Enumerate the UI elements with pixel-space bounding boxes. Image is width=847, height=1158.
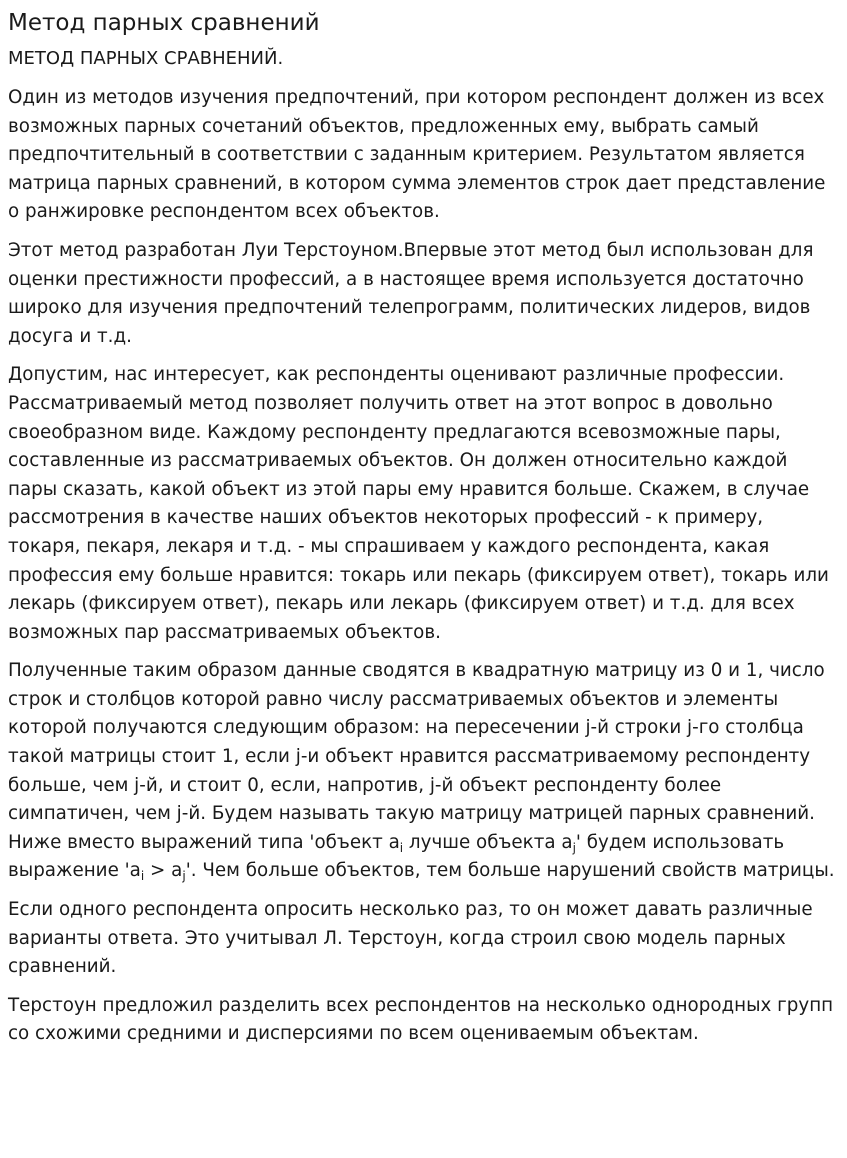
matrix-text-b: лучше объекта a	[403, 831, 573, 853]
paragraph-matrix	[8, 657, 839, 886]
matrix-text-e: '. Чем больше объектов, тем больше нарушений свойств матрицы.	[185, 860, 835, 882]
matrix-text-d: > a	[144, 860, 183, 882]
matrix-text-a: Полученные таким образом данные сводятся в квадратную матрицу из 0 и 1, число строк и столбцов которой равно числу рассматриваемых объектов и элементы которой получаются следующим образом: на пересечении j-й строки j-го столбца такой матрицы стоит 1, если j-и объект нравится рассматриваемому респонденту больше, чем j-й, и стоит 0, если, напротив, j-й объект респонденту более симпатичен, чем j-й. Будем называть такую матрицу матрицей парных сравнений. Ниже вместо выражений типа 'объект a	[8, 660, 825, 853]
page-title: Метод парных сравнений	[8, 10, 320, 36]
paragraph-history: Этот метод разработан Луи Терстоуном.Впервые этот метод был использован для оценки престижности профессий, а в настоящее время используется достаточно широко для изучения предпочтений телепрограмм, политических лидеров, видов досуга и т.д.	[8, 239, 814, 347]
subscript-j: j	[182, 869, 186, 884]
matrix-text-c: ' будем использовать выражение 'a	[8, 831, 785, 882]
paragraph-groups: Терстоун предложил разделить всех респондентов на несколько однородных групп со схожими средними и дисперсиями по всем оцениваемым объектам.	[8, 994, 834, 1045]
subscript-i: i	[140, 869, 145, 884]
subscript-j: j	[572, 840, 576, 855]
paragraph-definition: Один из методов изучения предпочтений, при котором респондент должен из всех возможных парных сочетаний объектов, предложенных ему, выбрать самый предпочтительный в соответствии с заданным критерием. Результатом является матрица парных сравнений, в котором сумма элементов строк дает представление о ранжировке респондентом всех объектов.	[8, 87, 826, 223]
subscript-i: i	[399, 840, 404, 855]
paragraph-repeated-survey: Если одного респондента опросить несколько раз, то он может давать различные варианты ответа. Это учитывал Л. Терстоун, когда строил свою модель парных сравнений.	[8, 899, 813, 978]
section-heading: МЕТОД ПАРНЫХ СРАВНЕНИЙ.	[8, 48, 284, 69]
paragraph-example: Допустим, нас интересует, как респонденты оценивают различные профессии. Рассматриваемый метод позволяет получить ответ на этот вопрос в довольно своеобразном виде. Каждому респонденту предлагаются всевозможные пары, составленные из рассматриваемых объектов. Он должен относительно каждой пары сказать, какой объект из этой пары ему нравится больше. Скажем, в случае рассмотрения в качестве наших объектов некоторых профессий - к примеру, токаря, пекаря, лекаря и т.д. - мы спрашиваем у каждого респондента, какая профессия ему больше нравится: токарь или пекарь (фиксируем ответ), токарь или лекарь (фиксируем ответ), пекарь или лекарь (фиксируем ответ) и т.д. для всех возможных пар рассматриваемых объектов.	[8, 364, 829, 643]
